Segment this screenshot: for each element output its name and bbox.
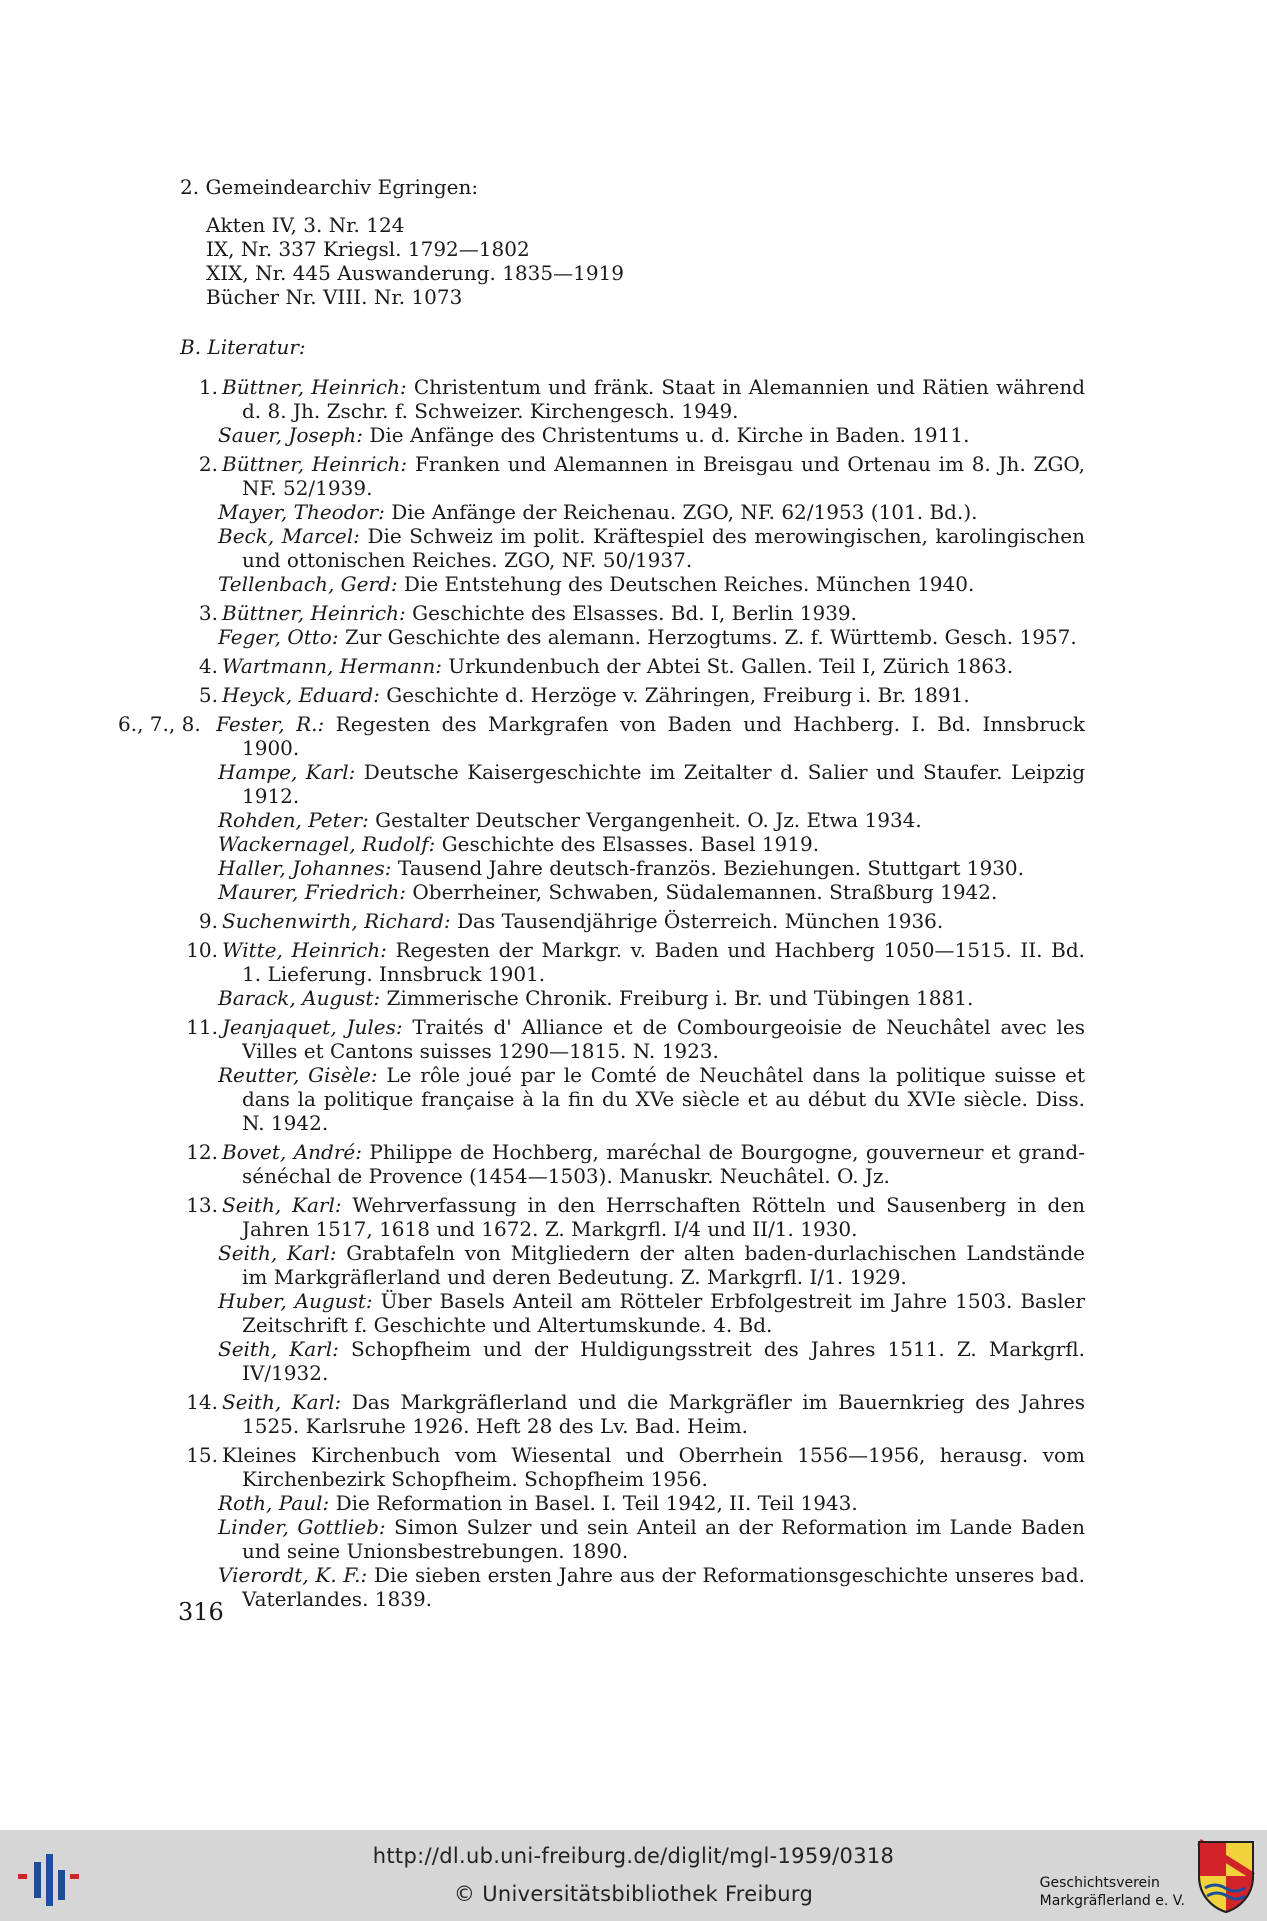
entry-author: Bovet, André:: [222, 1140, 362, 1164]
entry-number: 12.: [186, 1140, 218, 1164]
bibliography-entry: [180, 909, 1085, 933]
entry-text: Regesten der Markgr. v. Baden und Hachberg 1050—1515. II. Bd. 1. Lieferung. Innsbruck 1901.: [242, 938, 1085, 986]
entry-author: Fester, R.:: [216, 712, 325, 736]
entry-author: Büttner, Heinrich:: [222, 601, 406, 625]
entry-author: Büttner, Heinrich:: [222, 375, 407, 399]
bibliography-subentry: [180, 880, 1085, 904]
bibliography-subentry: [180, 856, 1085, 880]
bibliography-subentry: [180, 423, 1085, 447]
society-line-2: Markgräflerland e. V.: [1039, 1893, 1185, 1909]
entry-number: 10.: [186, 938, 218, 962]
entry-text: Traités d' Alliance et de Combourgeoisie de Neuchâtel avec les Villes et Cantons suisses 1290—1815. N. 1923.: [242, 1015, 1086, 1063]
entry-author: Rohden, Peter:: [218, 808, 369, 832]
bibliography-subentry: [180, 524, 1085, 572]
entry-text: Über Basels Anteil am Rötteler Erbfolgestreit im Jahre 1503. Basler Zeitschrift f. Geschichte und Altertumskunde. 4. Bd.: [242, 1289, 1086, 1337]
entry-author: Maurer, Friedrich:: [218, 880, 407, 904]
bibliography-list: [118, 370, 1086, 1611]
entry-text: Geschichte des Elsasses. Basel 1919.: [435, 832, 820, 856]
entry-author: Wackernagel, Rudolf:: [218, 832, 436, 856]
literature-heading-block: [180, 335, 1085, 359]
bibliography-subentry: [180, 832, 1085, 856]
footer-society-name: [1040, 1874, 1185, 1910]
entry-text: Gestalter Deutscher Vergangenheit. O. Jz. Etwa 1934.: [368, 808, 922, 832]
bibliography-entry: [118, 712, 1085, 760]
entry-text: Zur Geschichte des alemann. Herzogtums. Z. f. Württemb. Gesch. 1957.: [338, 625, 1077, 649]
entry-text: Simon Sulzer und sein Anteil an der Reformation im Lande Baden und seine Unionsbestrebungen. 1890.: [242, 1515, 1085, 1563]
entry-text: Oberrheiner, Schwaben, Südalemannen. Straßburg 1942.: [406, 880, 998, 904]
bibliography-subentry: [180, 572, 1085, 596]
entry-text: Le rôle joué par le Comté de Neuchâtel dans la politique suisse et dans la politique française à la fin du XVe siècle et au début du XVIe siècle. Diss. N. 1942.: [242, 1063, 1085, 1135]
footer-url-link[interactable]: http://dl.ub.uni-freiburg.de/diglit/mgl-1959/0318: [372, 1844, 895, 1868]
entry-author: Reutter, Gisèle:: [218, 1063, 378, 1087]
bibliography-entry: [180, 1193, 1085, 1241]
footer-bar: [0, 1830, 1267, 1921]
bibliography-subentry: [180, 1563, 1085, 1611]
bibliography-entry: [180, 1015, 1085, 1063]
entry-text: Grabtafeln von Mitgliedern der alten baden-durlachischen Landstände im Markgräflerland und deren Bedeutung. Z. Markgrfl. I/1. 1929.: [242, 1241, 1085, 1289]
bibliography-entry: [180, 938, 1085, 986]
entry-text: Das Markgräflerland und die Markgräfler im Bauernkrieg des Jahres 1525. Karlsruhe 1926. Heft 28 des Lv. Bad. Heim.: [242, 1390, 1085, 1438]
entry-text: Geschichte d. Herzöge v. Zähringen, Freiburg i. Br. 1891.: [379, 683, 970, 707]
archive-line: Akten IV, 3. Nr. 124: [206, 213, 405, 237]
bibliography-entry: [180, 375, 1085, 423]
entry-author: Seith, Karl:: [222, 1390, 342, 1414]
entry-author: Tellenbach, Gerd:: [218, 572, 398, 596]
bibliography-subentry: [180, 1289, 1085, 1337]
entry-text: Deutsche Kaisergeschichte im Zeitalter d. Salier und Staufer. Leipzig 1912.: [242, 760, 1085, 808]
footer-copyright: © Universitätsbibliothek Freiburg: [453, 1882, 814, 1906]
entry-author: Seith, Karl:: [222, 1193, 342, 1217]
bibliography-entry: [180, 1443, 1085, 1491]
entry-text: Die Schweiz im polit. Kräftespiel des merowingischen, karolingischen und ottonischen Reiches. ZGO, NF. 50/1937.: [242, 524, 1085, 572]
archive-line: Bücher Nr. VIII. Nr. 1073: [206, 285, 463, 309]
entry-number: 13.: [186, 1193, 218, 1217]
bibliography-subentry: [180, 500, 1085, 524]
entry-author: Seith, Karl:: [218, 1241, 337, 1265]
archive-heading: 2. Gemeindearchiv Egringen:: [180, 175, 479, 199]
entry-author: Jeanjaquet, Jules:: [222, 1015, 403, 1039]
entry-author: Roth, Paul:: [218, 1491, 330, 1515]
bibliography-subentry: [180, 808, 1085, 832]
entry-text: Die Anfänge des Christentums u. d. Kirche in Baden. 1911.: [363, 423, 970, 447]
entry-text: Wehrverfassung in den Herrschaften Rötteln und Sausenberg in den Jahren 1517, 1618 und 1672. Z. Markgrfl. I/4 und II/1. 1930.: [242, 1193, 1085, 1241]
entry-author: Hampe, Karl:: [218, 760, 356, 784]
entry-number: 11.: [186, 1015, 218, 1039]
entry-text: Geschichte des Elsasses. Bd. I, Berlin 1939.: [405, 601, 858, 625]
entry-author: Linder, Gottlieb:: [218, 1515, 386, 1539]
entry-author: Suchenwirth, Richard:: [222, 909, 451, 933]
bibliography-subentry: [180, 1491, 1085, 1515]
bibliography-subentry: [180, 1515, 1085, 1563]
entry-number: 15.: [186, 1443, 218, 1467]
entry-author: Huber, August:: [218, 1289, 373, 1313]
bibliography-subentry: [180, 1063, 1085, 1135]
entry-text: Regesten des Markgrafen von Baden und Hachberg. I. Bd. Innsbruck 1900.: [242, 712, 1085, 760]
entry-author: Beck, Marcel:: [218, 524, 360, 548]
entry-number: 2.: [198, 452, 218, 476]
entry-author: Büttner, Heinrich:: [222, 452, 408, 476]
entry-number: 14.: [186, 1390, 218, 1414]
entry-author: Witte, Heinrich:: [222, 938, 387, 962]
entry-text: Schopfheim und der Huldigungsstreit des Jahres 1511. Z. Markgrfl. IV/1932.: [242, 1337, 1085, 1385]
entry-number: 3.: [198, 601, 218, 625]
society-line-1: Geschichtsverein: [1039, 1875, 1160, 1891]
page-number: 316: [178, 1598, 224, 1626]
archive-line: XIX, Nr. 445 Auswanderung. 1835—1919: [206, 261, 624, 285]
entry-text: Die Reformation in Basel. I. Teil 1942, II. Teil 1943.: [329, 1491, 858, 1515]
entry-author: Wartmann, Hermann:: [222, 654, 442, 678]
entry-author: Barack, August:: [218, 986, 381, 1010]
bibliography-entry: [180, 1390, 1085, 1438]
coat-of-arms-icon[interactable]: [1195, 1836, 1257, 1914]
bibliography-entry: [180, 601, 1085, 625]
entry-number: 4.: [198, 654, 218, 678]
entry-text: Die sieben ersten Jahre aus der Reformationsgeschichte unseres bad. Vaterlandes. 1839.: [242, 1563, 1085, 1611]
entry-author: Haller, Johannes:: [218, 856, 392, 880]
entry-author: Heyck, Eduard:: [222, 683, 380, 707]
bibliography-subentry: [180, 625, 1085, 649]
entry-text: Zimmerische Chronik. Freiburg i. Br. und Tübingen 1881.: [380, 986, 974, 1010]
bibliography-entry: [180, 1140, 1085, 1188]
entry-text: Urkundenbuch der Abtei St. Gallen. Teil I, Zürich 1863.: [441, 654, 1014, 678]
bibliography-subentry: [180, 760, 1085, 808]
entry-number: 6., 7., 8.: [118, 712, 201, 736]
bibliography-subentry: [180, 1241, 1085, 1289]
entry-text: Philippe de Hochberg, maréchal de Bourgogne, gouverneur et grand-sénéchal de Provence (1454—1503). Manuskr. Neuchâtel. O. Jz.: [242, 1140, 1085, 1188]
archive-line: IX, Nr. 337 Kriegsl. 1792—1802: [206, 237, 530, 261]
bibliography-entry: [180, 452, 1085, 500]
entry-text: Die Anfänge der Reichenau. ZGO, NF. 62/1953 (101. Bd.).: [384, 500, 978, 524]
entry-number: 1.: [198, 375, 218, 399]
bibliography-entry: [180, 683, 1085, 707]
archive-list: [180, 213, 1085, 309]
entry-text: Franken und Alemannen in Breisgau und Ortenau im 8. Jh. ZGO, NF. 52/1939.: [242, 452, 1086, 500]
archive-section: [180, 175, 1085, 309]
entry-text: Die Entstehung des Deutschen Reiches. München 1940.: [397, 572, 975, 596]
entry-text: Tausend Jahre deutsch-französ. Beziehungen. Stuttgart 1930.: [391, 856, 1025, 880]
entry-text: Christentum und fränk. Staat in Alemannien und Rätien während d. 8. Jh. Zschr. f. Schweizer. Kirchengesch. 1949.: [242, 375, 1085, 423]
bibliography-entry: [180, 654, 1085, 678]
entry-author: Seith, Karl:: [218, 1337, 339, 1361]
entry-author: Mayer, Theodor:: [218, 500, 385, 524]
entry-author: Vierordt, K. F.:: [218, 1563, 368, 1587]
bibliography-subentry: [180, 986, 1085, 1010]
entry-author: Sauer, Joseph:: [218, 423, 363, 447]
entry-author: Feger, Otto:: [218, 625, 339, 649]
entry-text: Das Tausendjährige Österreich. München 1936.: [450, 909, 944, 933]
entry-number: 9.: [198, 909, 218, 933]
literature-heading: B. Literatur:: [180, 335, 306, 359]
entry-text: Kleines Kirchenbuch vom Wiesental und Oberrhein 1556—1956, herausg. vom Kirchenbezirk Schopfheim. Schopfheim 1956.: [222, 1443, 1085, 1491]
entry-number: 5.: [198, 683, 218, 707]
bibliography-subentry: [180, 1337, 1085, 1385]
